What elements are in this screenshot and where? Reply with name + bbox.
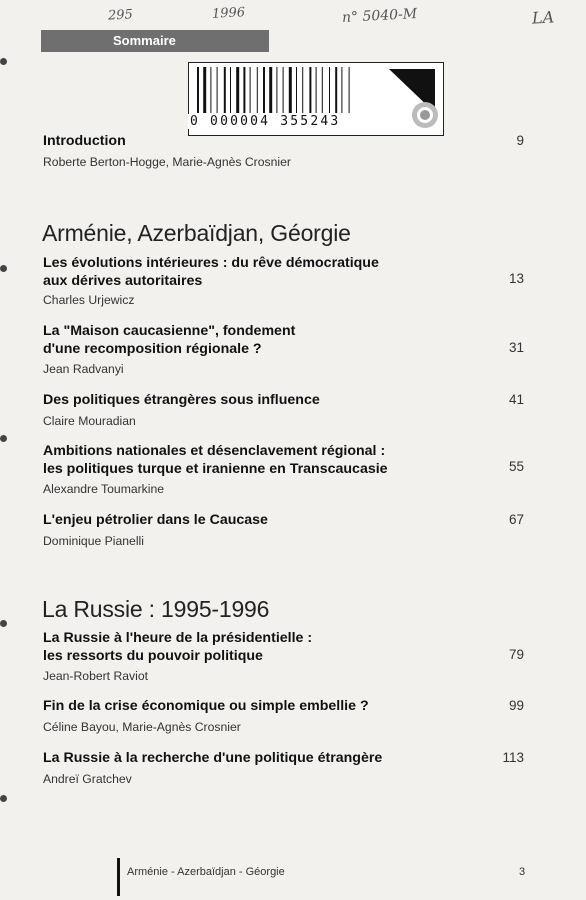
entry-title-line: les politiques turque et iranienne en Transcaucasie <box>43 460 388 477</box>
sommaire-header: Sommaire <box>41 30 269 52</box>
entry-page: 55 <box>508 459 524 474</box>
entry-title <box>43 443 488 478</box>
entry-title-line: les ressorts du pouvoir politique <box>43 647 263 664</box>
entry-title-line: La "Maison caucasienne", fondement <box>43 323 296 339</box>
footer-running-title: Arménie - Azerbaïdjan - Géorgie <box>127 866 285 878</box>
footer-rule <box>117 858 120 896</box>
entry-title-line: aux dérives autoritaires <box>43 272 203 289</box>
entry-author: Céline Bayou, Marie-Agnès Crosnier <box>43 720 241 734</box>
intro-title: Introduction <box>43 133 126 149</box>
punch-hole <box>0 58 7 65</box>
entry-title-line: L'enjeu pétrolier dans le Caucase <box>43 512 268 528</box>
entry-page: 67 <box>508 512 524 527</box>
entry-title-line: Ambitions nationales et désenclavement régional : <box>43 443 386 459</box>
intro-page: 9 <box>516 133 524 148</box>
footer-page-number: 3 <box>519 866 526 878</box>
punch-hole <box>0 620 7 627</box>
entry-title-line: Des politiques étrangères sous influence <box>43 392 320 408</box>
entry-title-line: La Russie à la recherche d'une politique étrangère <box>43 750 383 766</box>
entry-author: Dominique Pianelli <box>43 534 144 548</box>
entry-author: Jean Radvanyi <box>43 362 124 376</box>
punch-hole <box>0 435 7 442</box>
entry-title <box>43 392 483 410</box>
section-title: Arménie, Azerbaïdjan, Géorgie <box>42 220 351 246</box>
section-title: La Russie : 1995-1996 <box>42 596 270 622</box>
entry-author: Andreï Gratchev <box>43 772 132 786</box>
entry-page: 79 <box>508 647 524 662</box>
entry-page: 31 <box>508 340 524 355</box>
entry-title <box>43 255 483 290</box>
entry-page: 13 <box>508 271 524 286</box>
star-seal-icon <box>412 102 438 128</box>
punch-hole <box>0 795 7 802</box>
entry-title <box>43 323 483 358</box>
entry-title-line: Les évolutions intérieures : du rêve démocratique <box>43 255 379 271</box>
entry-author: Charles Urjewicz <box>43 293 135 307</box>
entry-title <box>43 750 483 768</box>
entry-title <box>43 512 483 530</box>
punch-hole <box>0 265 7 272</box>
entry-title-line: Fin de la crise économique ou simple embellie ? <box>43 698 369 714</box>
handwritten-note: 1996 <box>211 5 246 22</box>
entry-page: 113 <box>502 750 524 765</box>
entry-title-line: La Russie à l'heure de la présidentielle : <box>43 630 313 646</box>
entry-page: 41 <box>508 392 524 407</box>
entry-page: 99 <box>508 698 524 713</box>
entry-author: Jean-Robert Raviot <box>43 669 148 683</box>
handwritten-corner: LA <box>531 7 555 28</box>
entry-author: Claire Mouradian <box>43 414 136 428</box>
entry-author: Alexandre Toumarkine <box>43 482 165 496</box>
handwritten-note: 295 <box>107 7 134 24</box>
barcode-digits: 0 000004 355243 <box>190 114 341 129</box>
entry-title-line: d'une recomposition régionale ? <box>43 340 262 357</box>
handwritten-ref: n° 5040-M <box>341 6 418 26</box>
entry-title <box>43 630 483 665</box>
intro-authors: Roberte Berton-Hogge, Marie-Agnès Crosnier <box>43 155 291 169</box>
entry-title <box>43 698 483 716</box>
